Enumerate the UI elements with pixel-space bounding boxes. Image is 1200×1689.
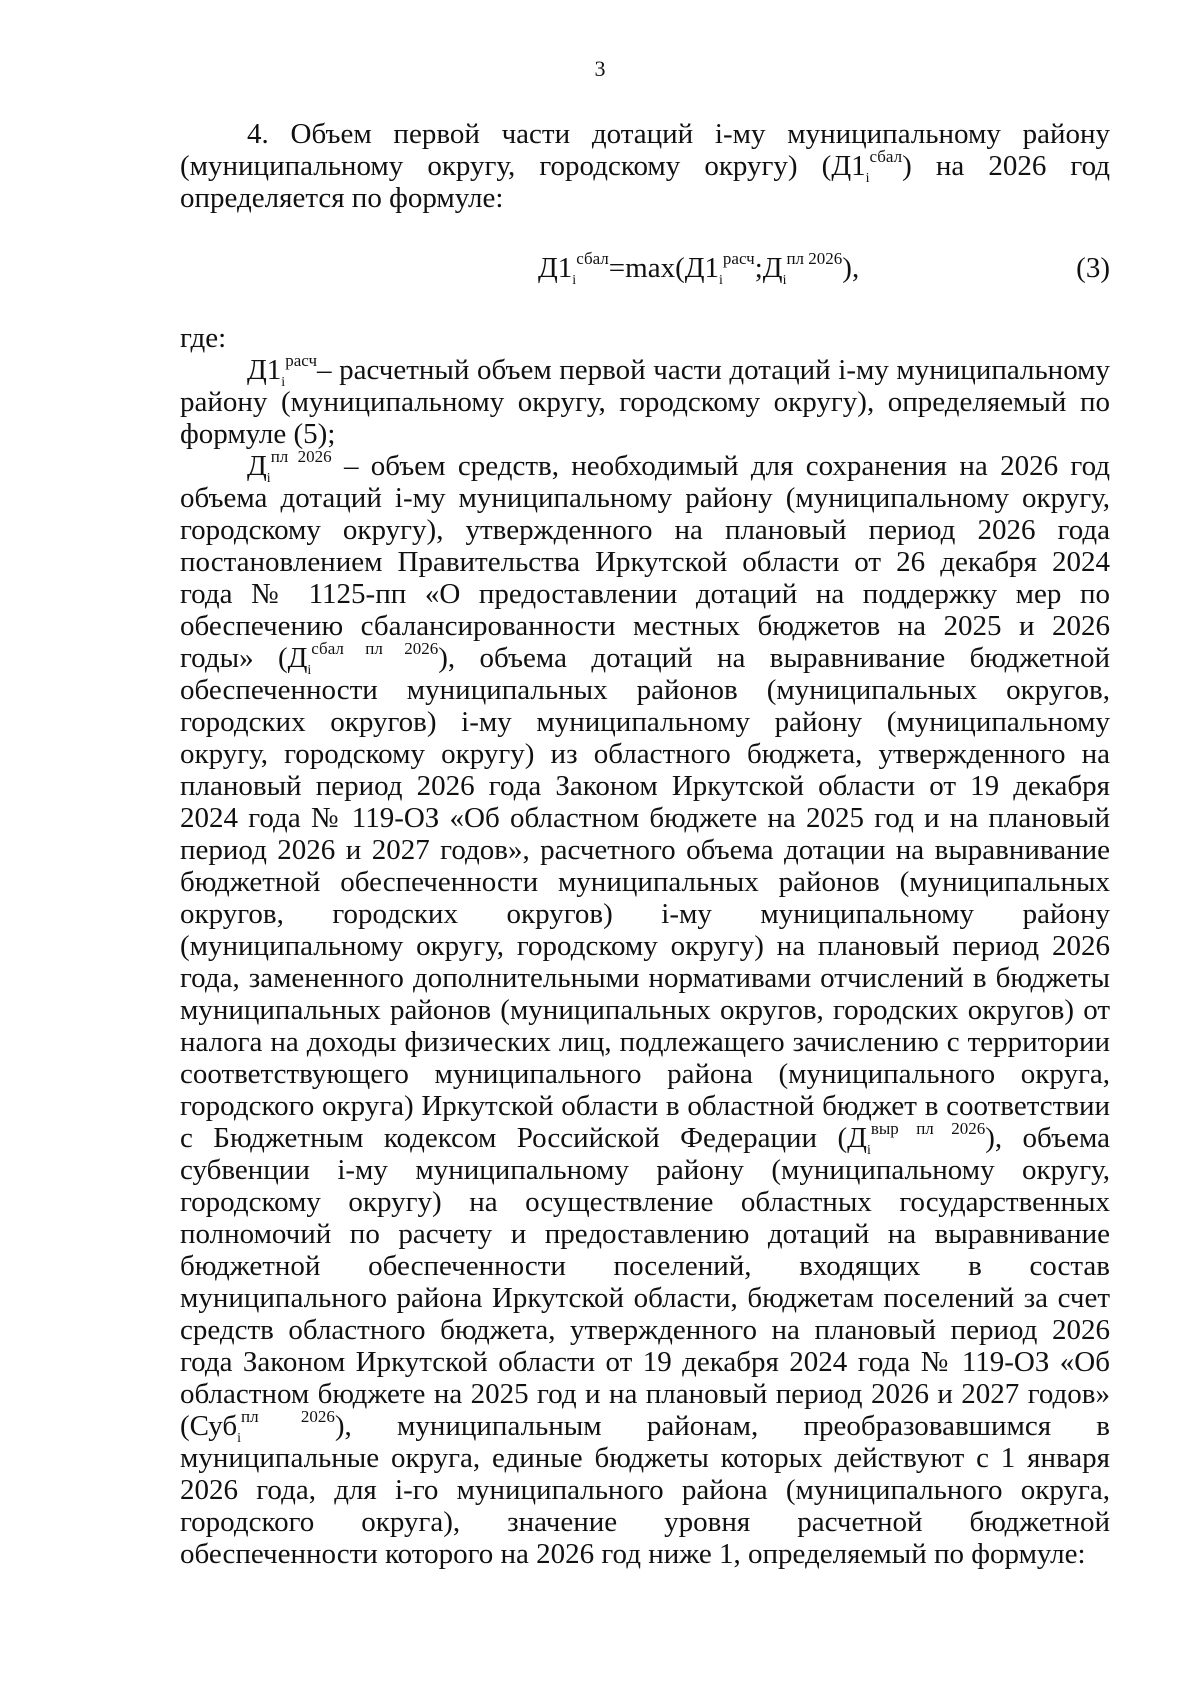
intro-tail: ) на 2026 год определяется по формуле: bbox=[180, 150, 1111, 214]
formula-part: =max(Д1 bbox=[608, 252, 720, 284]
formula-number: (3) bbox=[1076, 252, 1110, 284]
formula-superscript: сбал bbox=[576, 249, 609, 269]
formula-part: ), bbox=[842, 252, 860, 284]
formula-superscript: пл 2026 bbox=[786, 249, 843, 269]
definition-rasch bbox=[180, 351, 1110, 450]
page-number: 3 bbox=[594, 56, 606, 81]
formula-expression bbox=[538, 249, 860, 288]
inline-subscript: i bbox=[237, 1430, 242, 1446]
formula-subscript: i bbox=[719, 272, 723, 288]
definition-superscript: пл 2026 bbox=[270, 447, 332, 467]
formula-subscript: i bbox=[782, 272, 787, 288]
inline-subscript: i bbox=[866, 1142, 871, 1158]
intro-superscript: сбал bbox=[869, 147, 903, 167]
inline-superscript: пл 2026 bbox=[241, 1407, 335, 1427]
inline-superscript: сбал пл 2026 bbox=[311, 639, 439, 659]
formula-part: Д1 bbox=[538, 252, 573, 284]
definition-symbol: Д bbox=[247, 450, 267, 482]
definition-symbol: Д1 bbox=[247, 354, 282, 386]
intro-lead: 4. Объем первой части дотаций i-му муниципальному району (муниципальному округу, городскому округу) (Д1 bbox=[180, 118, 1110, 182]
definition-superscript: расч bbox=[285, 351, 317, 371]
definition-text: ), объема субвенции i-му муниципальному району (муниципальному округу, городскому округу) на осуществление областных государственных полномочий по расчету и предоставлению дотаций на выравнивание бюджетной обеспеченности поселений, входящих в состав муниципального района Иркутской области, бюджетам поселений за счет средств областного бюджета, утвержденного на плановый период 2026 года Законом Иркутской области от 19 декабря 2024 года № 119-ОЗ «Об областном бюджете на 2025 год и на плановый период 2026 и 2027 годов» (Суб bbox=[180, 1122, 1110, 1442]
inline-superscript: выр пл 2026 bbox=[870, 1119, 986, 1139]
inline-subscript: i bbox=[307, 662, 312, 678]
where-label: где: bbox=[180, 322, 227, 354]
formula-superscript: расч bbox=[722, 249, 755, 269]
definition-text: – расчетный объем первой части дотаций i-му муниципальному району (муниципальному округу, городскому округу), определяемый по формуле (5); bbox=[180, 354, 1110, 450]
definition-subscript: i bbox=[281, 374, 286, 390]
definition-text: – объем средств, необходимый для сохранения на 2026 год объема дотаций i-му муниципальному району (муниципальному округу, городскому округу), утвержденного на плановый период 2026 года постановлением Правительства Иркутской области от 26 декабря 2024 года № 1125-пп «О предоставлении дотаций на поддержку мер по обеспечению сбалансированности местных бюджетов на 2025 и 2026 годы» (Д bbox=[180, 450, 1110, 674]
definition-text: ), муниципальным районам, преобразовавшимся в муниципальные округа, единые бюджеты которых действуют с 1 января 2026 года, для i-го муниципального района (муниципального округа, городского округа), значение уровня расчетной бюджетной обеспеченности которого на 2026 год ниже 1, определяемый по формуле: bbox=[180, 1410, 1110, 1570]
formula-part: ;Д bbox=[754, 252, 783, 284]
paragraph-intro bbox=[180, 118, 1110, 214]
definition-pl-2026 bbox=[180, 447, 1111, 1570]
document-body bbox=[180, 118, 1110, 1570]
definition-subscript: i bbox=[266, 470, 271, 486]
definition-text: ), объема дотаций на выравнивание бюджетной обеспеченности муниципальных районов (муниципальных округов, городских округов) i-му муниципальному району (муниципальному округу, городскому округу) из областного бюджета, утвержденного на плановый период 2026 года Законом Иркутской области от 19 декабря 2024 года № 119-ОЗ «Об областном бюджете на 2025 год и на плановый период 2026 и 2027 годов», расчетного объема дотации на выравнивание бюджетной обеспеченности муниципальных районов (муниципальных округов, городских округов) i-му муниципальному району (муниципальному округу, городскому округу) на плановый период 2026 года, замененного дополнительными нормативами отчислений в бюджеты муниципальных районов (муниципальных округов, городских округов) от налога на доходы физических лиц, подлежащего зачислению с территории соответствующего муниципального района (муниципального округа, городского округа) Иркутской области в областной бюджет в соответствии с Бюджетным кодексом Российской Федерации (Д bbox=[180, 642, 1111, 1154]
formula-subscript: i bbox=[572, 272, 577, 288]
intro-subscript: i bbox=[865, 170, 870, 186]
formula-3 bbox=[180, 249, 1110, 288]
